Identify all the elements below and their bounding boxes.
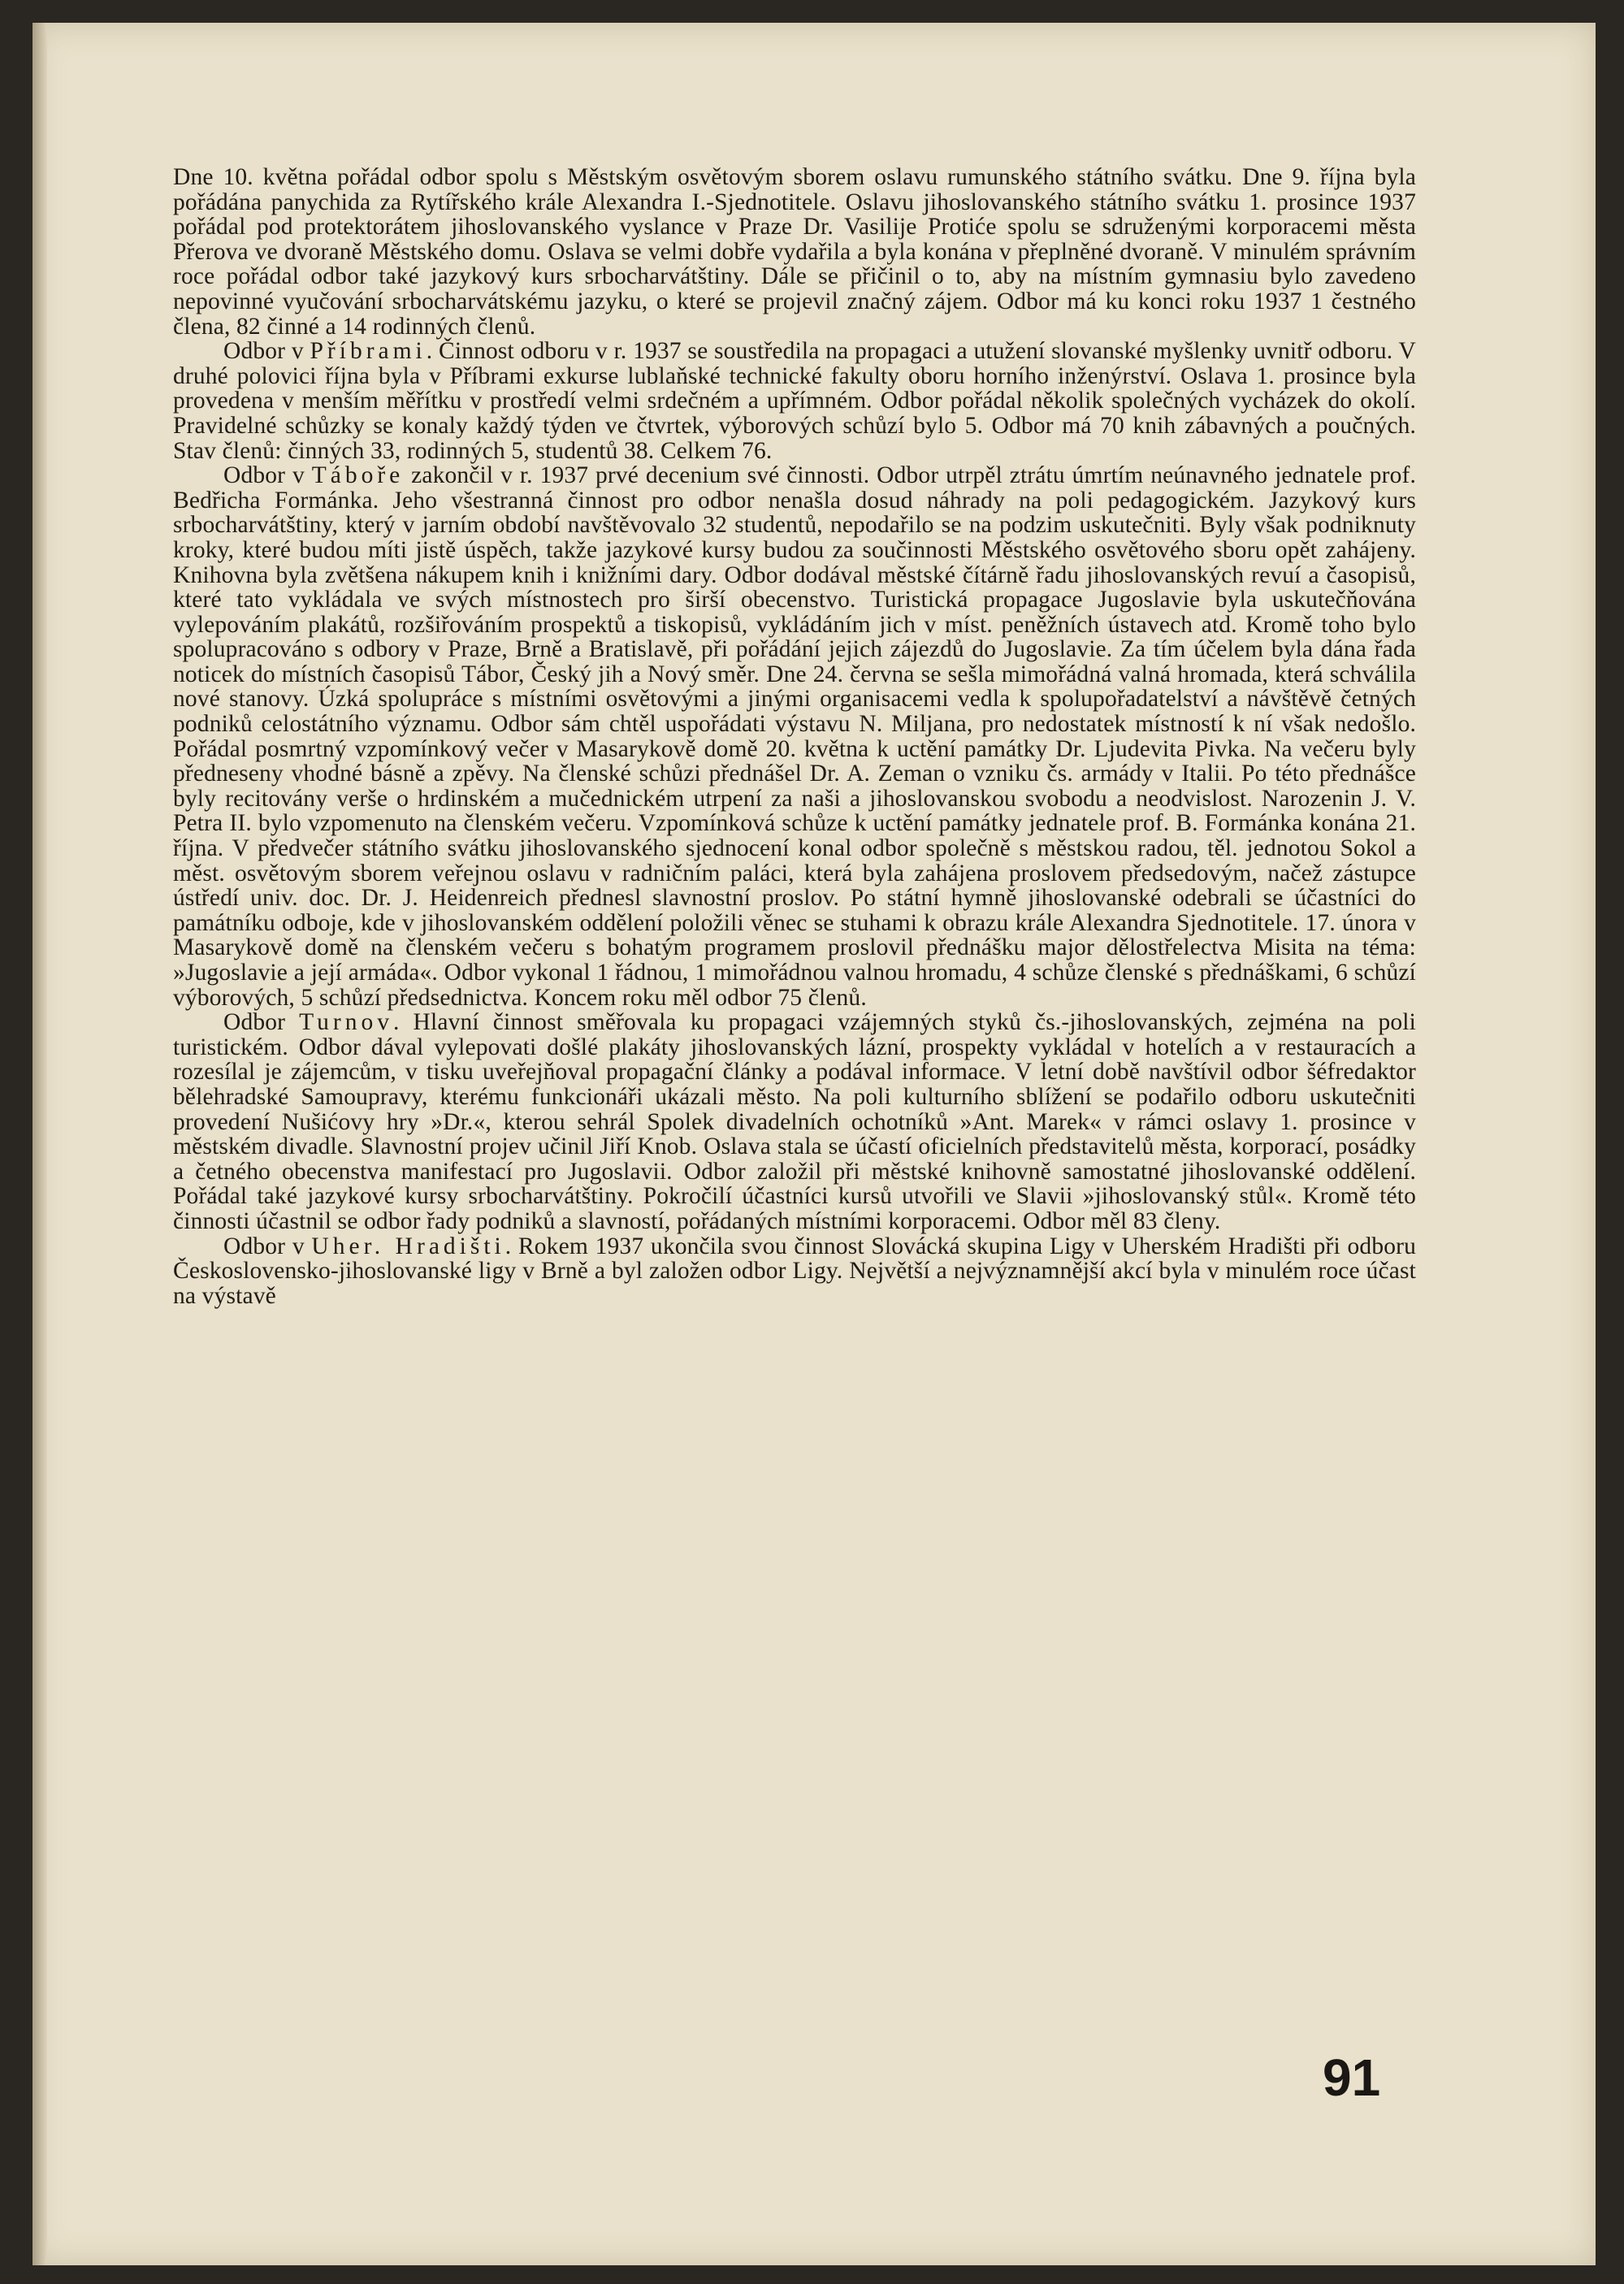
- paragraph-text: . Hlavní činnost směřovala ku propagaci vzájemných styků čs.-jihoslovanských, zejména na poli turistickém. Odbor dával vylepovati došlé plakáty jihoslovanských lázní, prospekty vykládal v hotelích a v restauracích a rozesílal je zájemcům, v tisku uveřejňoval propagační články a podával informace. V letní době navštívil odbor šéfredaktor bělehradské Samoupravy, kterému funkcionáři ukázali město. Na poli kulturního sblížení se podařilo odboru uskutečniti provedení Nušićovy hry »Dr.«, kterou sehrál Spolek divadelních ochotníků »Ant. Marek« v rámci oslavy 1. prosince v městském divadle. Slavnostní projev učinil Jiří Knob. Oslava stala se účastí oficielních představitelů města, korporací, posádky a četného obecenstva manifestací pro Jugoslavii. Odbor založil při městské knihovně samostatné jihoslovanské oddělení. Pořádal také jazykové kursy srbocharvátštiny. Pokročilí účastníci kursů utvořili ve Slavii »jihoslovanský stůl«. Kromě této činnosti účastnil se odbor řady podniků a slavností, pořádaných místními korporacemi. Odbor měl 83 členy.: [173, 1009, 1416, 1234]
- paragraph-lead: Odbor: [223, 1009, 300, 1036]
- paragraph-lead: Odbor v: [223, 338, 310, 365]
- paragraph-pribram: [173, 339, 1416, 463]
- body-text: [173, 165, 1416, 1308]
- paragraph-turnov: [173, 1010, 1416, 1233]
- book-page: [32, 23, 1596, 2265]
- paragraph-text: Dne 10. května pořádal odbor spolu s Městským osvětovým sborem oslavu rumunského státního svátku. Dne 9. října byla pořádána panychida za Rytířského krále Alexandra I.-Sjednotitele. Oslavu jihoslovanského státního svátku 1. prosince 1937 pořádal pod protektorátem jihoslovanského vyslance v Praze Dr. Vasilije Protiće spolu se sdruženými korporacemi města Přerova ve dvoraně Městského domu. Oslava se velmi dobře vydařila a byla konána v přeplněné dvoraně. V minulém správním roce pořádal odbor také jazykový kurs srbocharvátštiny. Dále se přičinil o to, aby na místním gymnasiu bylo zavedeno nepovinné vyučování srbocharvátskému jazyku, o které se projevil značný zájem. Odbor má ku konci roku 1937 1 čestného člena, 82 činné a 14 rodinných členů.: [173, 164, 1416, 340]
- page-spine-shadow: [32, 23, 47, 2265]
- town-name: Táboře: [311, 462, 405, 489]
- paragraph-tabor: [173, 463, 1416, 1010]
- paragraph-lead: Odbor v: [223, 1233, 312, 1259]
- town-name: Turnov: [299, 1009, 393, 1036]
- town-name: Příbrami: [310, 338, 427, 365]
- paragraph-text: . Rokem 1937 ukončila svou činnost Slovácká skupina Ligy v Uherském Hradišti při odboru Československo-jihoslovanské ligy v Brně a byl založen odbor Ligy. Největší a nejvýznamnější akcí byla v minulém roce účast na výstavě: [173, 1233, 1416, 1309]
- town-name: Uher. Hradišti: [311, 1233, 505, 1259]
- paragraph-prerov: [173, 165, 1416, 339]
- paragraph-text: . Činnost odboru v r. 1937 se soustředila na propagaci a utužení slovanské myšlenky uvnitř odboru. V druhé polovici října byla v Příbrami exkurse lublaňské technické fakulty oboru horního inženýrství. Oslava 1. prosince byla provedena v menším měřítku v prostředí velmi srdečném a upřímném. Odbor pořádal několik společných vycházek do okolí. Pravidelné schůzky se konaly každý týden ve čtvrtek, výborových schůzí bylo 5. Odbor má 70 knih zábavných a poučných. Stav členů: činných 33, rodinných 5, studentů 38. Celkem 76.: [173, 338, 1416, 464]
- paragraph-text: zakončil v r. 1937 prvé decenium své činnosti. Odbor utrpěl ztrátu úmrtím neúnavného jednatele prof. Bedřicha Formánka. Jeho všestranná činnost pro odbor nenašla dosud náhrady na poli pedagogickém. Jazykový kurs srbocharvátštiny, který v jarním období navštěvovalo 32 studentů, nepodařilo se na podzim uskutečniti. Byly však podniknuty kroky, které budou míti jistě úspěch, takže jazykové kursy budou za součinnosti Městského osvětového sboru opět zahájeny. Knihovna byla zvětšena nákupem knih i knižními dary. Odbor dodával městské čítárně řadu jihoslovanských revuí a časopisů, které tato vykládala ve svých místnostech pro širší obecenstvo. Turistická propagace Jugoslavie byla uskutečňována vylepováním plakátů, rozšiřováním prospektů a tiskopisů, vykládáním jich v míst. peněžních ústavech atd. Kromě toho bylo spolupracováno s odbory v Praze, Brně a Bratislavě, při pořádání jejich zájezdů do Jugoslavie. Za tím účelem byla dána řada noticek do místních časopisů Tábor, Český jih a Nový směr. Dne 24. června se sešla mimořádná valná hromada, která schválila nové stanovy. Úzká spolupráce s místními osvětovými a jinými organisacemi vedla k spolupořadatelství a návštěvě četných podniků celostátního významu. Odbor sám chtěl uspořádati výstavu N. Miljana, pro nedostatek místností k ní však nedošlo. Pořádal posmrtný vzpomínkový večer v Masarykově domě 20. května k uctění památky Dr. Ljudevita Pivka. Na večeru byly předneseny vhodné básně a zpěvy. Na členské schůzi přednášel Dr. A. Zeman o vzniku čs. armády v Italii. Po této přednášce byly recitovány verše o hrdinském a mučednickém utrpení za naši a jihoslovanskou svobodu a neodvislost. Narozenin J. V. Petra II. bylo vzpomenuto na členském večeru. Vzpomínková schůze k uctění památky jednatele prof. B. Formánka konána 21. října. V předvečer státního svátku jihoslovanského sjednocení konal odbor společně s městskou radou, těl. jednotou Sokol a měst. osvětovým sborem veřejnou oslavu v radničním paláci, která byla zahájena proslovem předsedovým, načež zástupce ústředí univ. doc. Dr. J. Heidenreich přednesl slavnostní proslov. Po státní hymně jihoslovanské odebrali se účastníci do památníku odboje, kde v jihoslovanském oddělení položili věnec se stuhami k obrazu krále Alexandra Sjednotitele. 17. února v Masarykově domě na členském večeru s bohatým programem proslovil přednášku major dělostřelectva Misita na téma: »Jugoslavie a její armáda«. Odbor vykonal 1 řádnou, 1 mimořádnou valnou hromadu, 4 schůze členské s přednáškami, 6 schůzí výborových, 5 schůzí předsednictva. Koncem roku měl odbor 75 členů.: [173, 462, 1417, 1011]
- paragraph-lead: Odbor v: [223, 462, 312, 489]
- paragraph-uherske-hradiste: [173, 1234, 1416, 1309]
- page-number: 91: [1323, 2048, 1381, 2107]
